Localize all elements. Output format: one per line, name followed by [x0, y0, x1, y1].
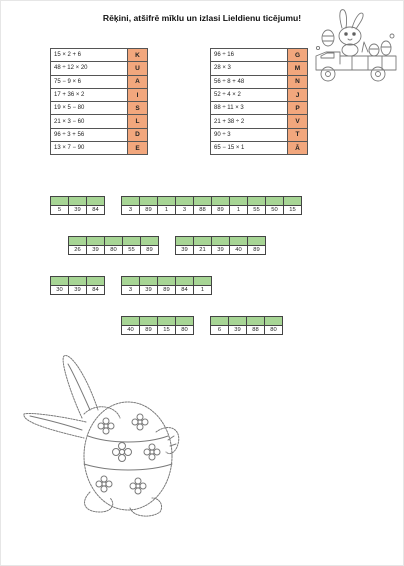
- answer-number: 21: [194, 246, 212, 255]
- answer-letter-blank[interactable]: [69, 237, 87, 246]
- bunny-truck-illustration: [312, 6, 400, 88]
- answer-number: 89: [141, 246, 159, 255]
- answer-letter-blank[interactable]: [158, 197, 176, 206]
- answer-number: 1: [158, 206, 176, 215]
- answer-number: 55: [123, 246, 141, 255]
- answer-letter-blank[interactable]: [158, 277, 176, 286]
- answer-letter-blank[interactable]: [51, 197, 69, 206]
- equation-expression: 96 ÷ 16: [211, 49, 288, 62]
- cipher-letter: M: [288, 62, 308, 75]
- cipher-letter: G: [288, 49, 308, 62]
- answer-letter-blank[interactable]: [141, 237, 159, 246]
- answer-letter-blank[interactable]: [158, 317, 176, 326]
- equation-expression: 96 ÷ 3 + 56: [51, 128, 128, 141]
- answer-letter-blank[interactable]: [122, 277, 140, 286]
- equation-row: [211, 102, 308, 115]
- worksheet-title: Rēķini, atšifrē mīklu un izlasi Lieldienu ticējumu!: [102, 13, 302, 23]
- answer-group: [175, 236, 266, 255]
- answer-letter-blank[interactable]: [140, 197, 158, 206]
- answer-number: 1: [230, 206, 248, 215]
- answer-number: 6: [211, 326, 229, 335]
- equation-expression: 17 + 36 × 2: [51, 88, 128, 101]
- equation-row: [51, 115, 148, 128]
- cipher-letter: E: [128, 142, 148, 155]
- answer-letter-blank[interactable]: [140, 317, 158, 326]
- equation-row: [51, 88, 148, 101]
- equation-expression: 28 × 3: [211, 62, 288, 75]
- equation-row: [211, 75, 308, 88]
- answer-letter-blank[interactable]: [230, 237, 248, 246]
- equation-expression: 48 ÷ 12 × 20: [51, 62, 128, 75]
- answer-letter-blank[interactable]: [229, 317, 247, 326]
- equation-expression: 21 × 3 − 60: [51, 115, 128, 128]
- answer-letter-blank[interactable]: [140, 277, 158, 286]
- answer-number: 39: [140, 286, 158, 295]
- equation-expression: 56 ÷ 8 + 48: [211, 75, 288, 88]
- answer-number: 80: [265, 326, 283, 335]
- answer-number: 89: [212, 206, 230, 215]
- answer-letter-blank[interactable]: [212, 237, 230, 246]
- cipher-letter: T: [288, 128, 308, 141]
- answer-letter-blank[interactable]: [230, 197, 248, 206]
- answer-number: 15: [284, 206, 302, 215]
- answer-number: 40: [122, 326, 140, 335]
- equation-row: [51, 62, 148, 75]
- answer-letter-blank[interactable]: [87, 197, 105, 206]
- equation-expression: 88 ÷ 11 × 3: [211, 102, 288, 115]
- answer-number: 39: [229, 326, 247, 335]
- answer-number: 84: [87, 286, 105, 295]
- answer-group: [50, 276, 105, 295]
- answer-letter-blank[interactable]: [122, 317, 140, 326]
- equation-row: [51, 75, 148, 88]
- equation-row: [211, 49, 308, 62]
- cipher-letter: A: [128, 75, 148, 88]
- bunny-egg-illustration: [20, 352, 200, 520]
- cipher-letter: J: [288, 88, 308, 101]
- answer-number: 3: [176, 206, 194, 215]
- answer-letter-blank[interactable]: [265, 317, 283, 326]
- answer-number: 89: [140, 326, 158, 335]
- equation-row: [211, 62, 308, 75]
- equation-expression: 90 ÷ 3: [211, 128, 288, 141]
- answer-letter-blank[interactable]: [284, 197, 302, 206]
- answer-number: 39: [87, 246, 105, 255]
- equation-row: [51, 142, 148, 155]
- answer-letter-blank[interactable]: [69, 197, 87, 206]
- answer-number: 80: [176, 326, 194, 335]
- answer-number: 89: [248, 246, 266, 255]
- answer-letter-blank[interactable]: [194, 237, 212, 246]
- answer-group: [50, 196, 105, 215]
- cipher-letter: U: [128, 62, 148, 75]
- answer-number: 84: [87, 206, 105, 215]
- answer-number: 39: [176, 246, 194, 255]
- answer-letter-blank[interactable]: [87, 237, 105, 246]
- answer-letter-blank[interactable]: [51, 277, 69, 286]
- answer-number: 1: [194, 286, 212, 295]
- answer-number: 15: [158, 326, 176, 335]
- equation-expression: 65 − 15 × 1: [211, 142, 288, 155]
- answer-number: 39: [212, 246, 230, 255]
- equation-expression: 52 ÷ 4 × 2: [211, 88, 288, 101]
- answer-number: 89: [158, 286, 176, 295]
- answer-letter-blank[interactable]: [122, 197, 140, 206]
- answer-letter-blank[interactable]: [194, 197, 212, 206]
- answer-number: 39: [69, 286, 87, 295]
- cipher-letter: S: [128, 102, 148, 115]
- cipher-letter: D: [128, 128, 148, 141]
- equation-row: [51, 49, 148, 62]
- answer-number: 50: [266, 206, 284, 215]
- equation-expression: 13 × 7 − 90: [51, 142, 128, 155]
- equation-row: [211, 88, 308, 101]
- answer-group: [210, 316, 283, 335]
- answer-number: 26: [69, 246, 87, 255]
- cipher-letter: I: [128, 88, 148, 101]
- answer-group: [68, 236, 159, 255]
- answer-letter-blank[interactable]: [194, 277, 212, 286]
- answer-letter-blank[interactable]: [176, 277, 194, 286]
- equation-row: [51, 128, 148, 141]
- answer-number: 55: [248, 206, 266, 215]
- answer-group: [121, 316, 194, 335]
- answer-number: 88: [247, 326, 265, 335]
- cipher-letter: K: [128, 49, 148, 62]
- equation-expression: 15 × 2 + 6: [51, 49, 128, 62]
- equation-row: [211, 128, 308, 141]
- equation-expression: 21 + 38 ÷ 2: [211, 115, 288, 128]
- answer-number: 80: [105, 246, 123, 255]
- equation-row: [211, 142, 308, 155]
- answer-letter-blank[interactable]: [176, 197, 194, 206]
- equation-row: [211, 115, 308, 128]
- answer-group: [121, 196, 302, 215]
- equation-expression: 19 × 5 − 80: [51, 102, 128, 115]
- answer-letter-blank[interactable]: [247, 317, 265, 326]
- equation-row: [51, 102, 148, 115]
- answer-number: 84: [176, 286, 194, 295]
- answer-letter-blank[interactable]: [176, 317, 194, 326]
- answer-number: 88: [194, 206, 212, 215]
- answer-letter-blank[interactable]: [87, 277, 105, 286]
- answer-number: 5: [51, 206, 69, 215]
- answer-letter-blank[interactable]: [105, 237, 123, 246]
- answer-letter-blank[interactable]: [248, 237, 266, 246]
- answer-letter-blank[interactable]: [211, 317, 229, 326]
- answer-letter-blank[interactable]: [248, 197, 266, 206]
- equation-expression: 75 − 9 × 6: [51, 75, 128, 88]
- answer-number: 40: [230, 246, 248, 255]
- answer-letter-blank[interactable]: [176, 237, 194, 246]
- cipher-letter: V: [288, 115, 308, 128]
- left-equation-table: [50, 48, 148, 155]
- cipher-letter: L: [128, 115, 148, 128]
- answer-letter-blank[interactable]: [69, 277, 87, 286]
- cipher-letter: P: [288, 102, 308, 115]
- right-equation-table: [210, 48, 308, 155]
- answer-number: 3: [122, 286, 140, 295]
- answer-letter-blank[interactable]: [123, 237, 141, 246]
- answer-group: [121, 276, 212, 295]
- answer-number: 89: [140, 206, 158, 215]
- cipher-letter: Ā: [288, 142, 308, 155]
- answer-number: 30: [51, 286, 69, 295]
- answer-number: 3: [122, 206, 140, 215]
- answer-letter-blank[interactable]: [212, 197, 230, 206]
- cipher-letter: N: [288, 75, 308, 88]
- answer-letter-blank[interactable]: [266, 197, 284, 206]
- answer-number: 39: [69, 206, 87, 215]
